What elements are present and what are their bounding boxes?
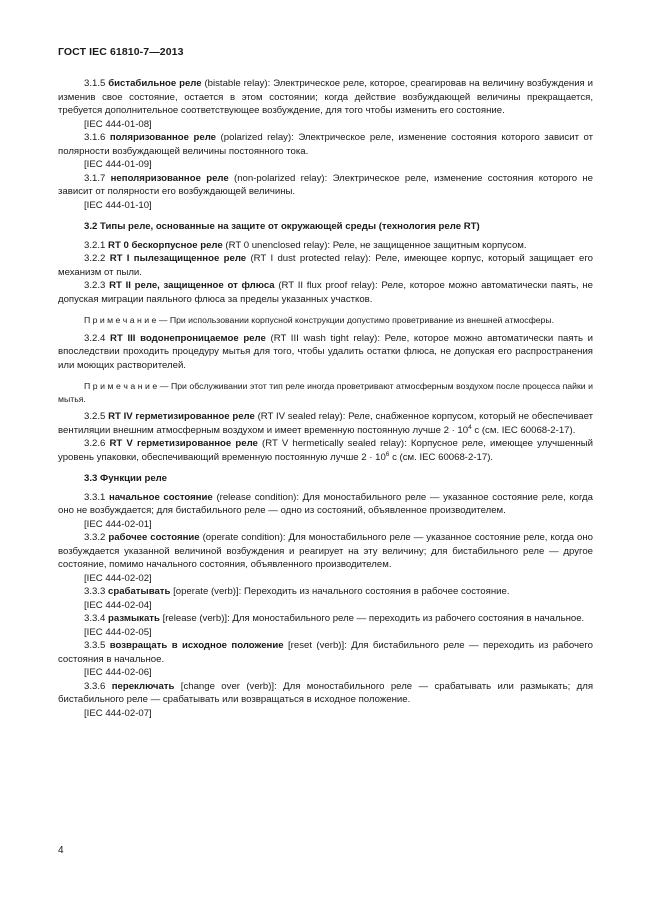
term-3-2-2 <box>58 252 593 279</box>
term-definition: (non-polarized relay): Электрическое реле, изменение состояния которого не зависит от полярности его возбуждающей величины. <box>58 172 593 197</box>
page-number: 4 <box>58 845 64 856</box>
term-number: 3.2.6 <box>84 438 106 449</box>
term-3-3-1 <box>58 491 593 518</box>
term-3-2-4 <box>58 332 593 373</box>
term-name: RT V герметизированное реле <box>109 438 258 449</box>
term-name: возвращать в исходное положение <box>109 640 284 651</box>
note-1 <box>58 314 593 327</box>
term-reference: [IEC 444-02-06] <box>84 667 152 678</box>
term-name: срабатывать <box>108 586 171 597</box>
term-definition: [operate (verb)]: Переходить из начального состояния в рабочее состояние. <box>173 586 510 597</box>
term-reference: [IEC 444-01-08] <box>84 118 152 130</box>
term-definition-end: с (см. IEC 60068-2-17). <box>471 424 576 436</box>
section-heading-3-3: 3.3 Функции реле <box>84 473 167 484</box>
term-number: 3.3.4 <box>84 613 106 624</box>
term-number: 3.2.4 <box>84 332 106 344</box>
term-3-2-6 <box>58 437 593 464</box>
term-definition: (RT I dust protected relay): Реле, имеющее корпус, который защищает его механизм от пыли. <box>58 253 593 278</box>
term-definition: (RT II flux proof relay): Реле, которое можно автоматически паять, не допуская миграции паяльного флюса за пределы указанных участков. <box>58 280 593 305</box>
term-3-3-4 <box>58 612 593 626</box>
term-name: неполяризованное реле <box>110 172 229 184</box>
term-definition: (RT V hermetically sealed relay): Корпусное реле, имеющее улучшенный уровень упаковки, обеспечивающий временную постоянную лучше 2 · 10 <box>58 438 593 463</box>
term-definition: [release (verb)]: Для моностабильного реле — переходить из рабочего состояния в начальное. <box>162 613 585 624</box>
term-number: 3.3.1 <box>84 491 106 503</box>
term-3-3-6 <box>58 680 593 707</box>
term-name: RT IV герметизированное реле <box>108 411 255 422</box>
term-number: 3.1.6 <box>84 132 106 143</box>
term-3-3-2 <box>58 531 593 572</box>
term-number: 3.3.5 <box>84 640 106 651</box>
term-3-2-5 <box>58 410 593 437</box>
term-name: начальное состояние <box>109 491 213 503</box>
term-number: 3.2.1 <box>84 239 106 251</box>
term-3-3-3 <box>58 585 593 599</box>
term-number: 3.3.6 <box>84 680 106 692</box>
term-name: RT III водонепроницаемое реле <box>110 332 266 344</box>
page-content <box>58 77 593 720</box>
term-name: бистабильное реле <box>108 78 202 89</box>
note-label: П р и м е ч а н и е — <box>84 315 168 325</box>
note-2 <box>58 380 593 405</box>
term-3-1-6 <box>58 131 593 158</box>
term-name: RT II реле, защищенное от флюса <box>109 280 275 291</box>
term-name: размыкать <box>108 613 160 624</box>
term-reference: [IEC 444-02-04] <box>84 599 152 611</box>
term-number: 3.1.7 <box>84 172 106 184</box>
term-definition: (bistable relay): Электрическое реле, которое, среагировав на величину возбуждения и изменив свое состояние, остается в этом состоянии; когда действие возбуждающей величины прекращается, требуется дополнительное соответствующее возбуждение, для того чтобы изменить его состояние. <box>58 78 593 116</box>
term-definition-end: с (см. IEC 60068-2-17). <box>389 451 494 463</box>
exponent: 4 <box>468 423 472 431</box>
term-3-2-1 <box>58 239 593 253</box>
term-number: 3.2.3 <box>84 280 106 291</box>
term-reference: [IEC 444-01-10] <box>84 199 152 211</box>
term-definition: (operate condition): Для моностабильного реле — указанное состояние реле, когда оно возбуждается указанной величиной возбуждения и реагирует на эту величину; для бистабильного реле — другое состояние, помимо начального состояния, объявленного производителем. <box>58 532 594 570</box>
term-3-3-5 <box>58 639 593 666</box>
term-name: переключать <box>111 680 175 692</box>
term-number: 3.2.2 <box>84 253 106 264</box>
section-heading-3-2: 3.2 Типы реле, основанные на защите от окружающей среды (технология реле RT) <box>84 221 480 232</box>
term-definition: [reset (verb)]: Для бистабильного реле — переходить из рабочего состояния в начальное. <box>58 640 593 665</box>
term-number: 3.3.2 <box>84 532 106 543</box>
term-name: рабочее состояние <box>108 532 200 543</box>
term-3-1-5 <box>58 77 593 118</box>
term-reference: [IEC 444-02-01] <box>84 518 152 530</box>
term-definition: (release condition): Для моностабильного реле — указанное состояние реле, когда оно не возбуждается; для бистабильного реле — одно из состояний, объявленное производителем. <box>58 491 593 516</box>
term-reference: [IEC 444-01-09] <box>84 159 152 170</box>
term-3-2-3 <box>58 279 593 306</box>
term-definition: [change over (verb)]: Для моностабильного реле — срабатывать или размыкать; для бистабильного реле — срабатывать или возвращаться в исходное положение. <box>58 680 594 705</box>
term-definition: (RT IV sealed relay): Реле, снабженное корпусом, который не обеспечивает вентиляции внешним атмосферным воздухом и имеет временную постоянную лучше 2 · 10 <box>58 411 593 436</box>
term-definition: (RT 0 unenclosed relay): Реле, не защищенное защитным корпусом. <box>225 239 527 251</box>
exponent: 6 <box>385 450 390 458</box>
term-number: 3.3.3 <box>84 586 106 597</box>
term-definition: (RT III wash tight relay): Реле, которое можно автоматически паять и впоследствии проходить процедуру мытья для того, чтобы удалить остатки флюса, не допуская его распространения или моющих растворителей. <box>58 332 593 371</box>
note-text: При использовании корпусной конструкции допустимо проветривание из внешней атмосферы. <box>169 315 555 325</box>
term-reference: [IEC 444-02-07] <box>84 707 152 719</box>
term-reference: [IEC 444-02-05] <box>84 626 152 638</box>
term-reference: [IEC 444-02-02] <box>84 572 152 584</box>
term-name: поляризованное реле <box>109 132 217 143</box>
term-number: 3.2.5 <box>84 411 106 422</box>
note-label: П р и м е ч а н и е — <box>84 381 169 391</box>
term-name: RT 0 бескорпусное реле <box>108 239 223 251</box>
term-name: RT I пылезащищенное реле <box>109 253 247 264</box>
term-3-1-7 <box>58 172 593 199</box>
note-text: При обслуживании этот тип реле иногда проветривают атмосферным воздухом после процесса пайки и мытья. <box>58 381 594 404</box>
page-header: ГОСТ IEC 61810-7—2013 <box>58 46 184 58</box>
term-number: 3.1.5 <box>84 78 106 89</box>
term-definition: (polarized relay): Электрическое реле, изменение состояния которого зависит от полярности возбуждающей величины постоянного тока. <box>58 132 593 157</box>
